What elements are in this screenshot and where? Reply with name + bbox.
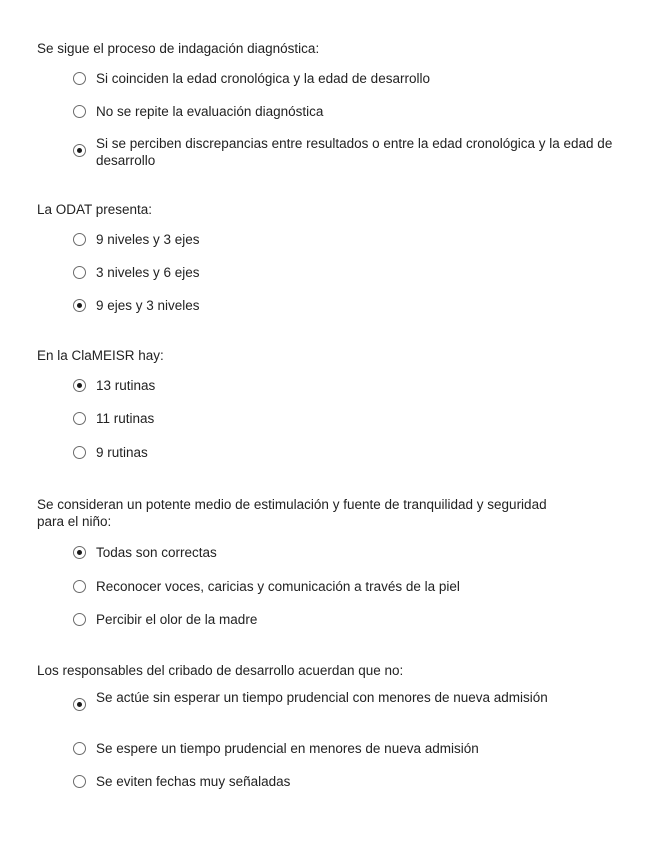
radio-button-selected[interactable]: [73, 299, 86, 312]
question-text: Se consideran un potente medio de estimulación y fuente de tranquilidad y seguridad para el niño:: [37, 497, 547, 529]
radio-button[interactable]: [73, 742, 86, 755]
option-label: 13 rutinas: [96, 378, 156, 393]
option-4-3[interactable]: [73, 611, 623, 628]
option-3-2[interactable]: [73, 410, 623, 427]
option-label: 11 rutinas: [96, 411, 155, 426]
option-label: Se espere un tiempo prudencial en menores de nueva admisión: [96, 741, 479, 756]
option-label: 3 niveles y 6 ejes: [96, 265, 200, 280]
option-label: Si se perciben discrepancias entre resultados o entre la edad cronológica y la edad de desarrollo: [96, 136, 613, 168]
option-2-2[interactable]: [73, 264, 623, 281]
radio-button[interactable]: [73, 446, 86, 459]
radio-button[interactable]: [73, 266, 86, 279]
question-text: Se sigue el proceso de indagación diagnóstica:: [37, 41, 320, 56]
radio-button[interactable]: [73, 580, 86, 593]
question-3: [37, 347, 627, 460]
option-label: 9 niveles y 3 ejes: [96, 232, 200, 247]
radio-button[interactable]: [73, 412, 86, 425]
option-5-3[interactable]: [73, 773, 623, 790]
option-2-1[interactable]: [73, 231, 623, 248]
option-label: 9 rutinas: [96, 445, 148, 460]
question-1: [37, 40, 627, 168]
question-text: La ODAT presenta:: [37, 202, 153, 217]
radio-button[interactable]: [73, 775, 86, 788]
option-1-2[interactable]: [73, 103, 623, 120]
option-label: Se eviten fechas muy señaladas: [96, 774, 291, 789]
radio-button[interactable]: [73, 233, 86, 246]
question-2: [37, 201, 627, 313]
option-label: No se repite la evaluación diagnóstica: [96, 104, 324, 119]
option-3-1[interactable]: [73, 377, 623, 394]
option-label: 9 ejes y 3 niveles: [96, 298, 200, 313]
option-2-3[interactable]: [73, 297, 623, 314]
option-label: Todas son correctas: [96, 545, 217, 560]
radio-button[interactable]: [73, 72, 86, 85]
radio-button[interactable]: [73, 613, 86, 626]
option-3-3[interactable]: [73, 444, 623, 461]
radio-button-selected[interactable]: [73, 144, 86, 157]
option-label: Si coinciden la edad cronológica y la edad de desarrollo: [96, 71, 430, 86]
radio-button-selected[interactable]: [73, 546, 86, 559]
option-4-1[interactable]: [73, 544, 623, 561]
option-label: Percibir el olor de la madre: [96, 612, 258, 627]
radio-button-selected[interactable]: [73, 379, 86, 392]
question-4: [37, 496, 577, 627]
option-1-1[interactable]: [73, 70, 623, 87]
option-4-2[interactable]: [73, 578, 623, 595]
radio-button-selected[interactable]: [73, 698, 86, 711]
option-5-2[interactable]: [73, 740, 623, 757]
radio-button[interactable]: [73, 105, 86, 118]
question-text: En la ClaMEISR hay:: [37, 348, 164, 363]
option-1-3[interactable]: [73, 135, 618, 169]
option-label: Se actúe sin esperar un tiempo prudencial con menores de nueva admisión: [96, 690, 548, 705]
question-5: [37, 662, 627, 789]
option-5-1[interactable]: [73, 689, 553, 711]
question-text: Los responsables del cribado de desarrollo acuerdan que no:: [37, 663, 404, 678]
option-label: Reconocer voces, caricias y comunicación a través de la piel: [96, 579, 460, 594]
